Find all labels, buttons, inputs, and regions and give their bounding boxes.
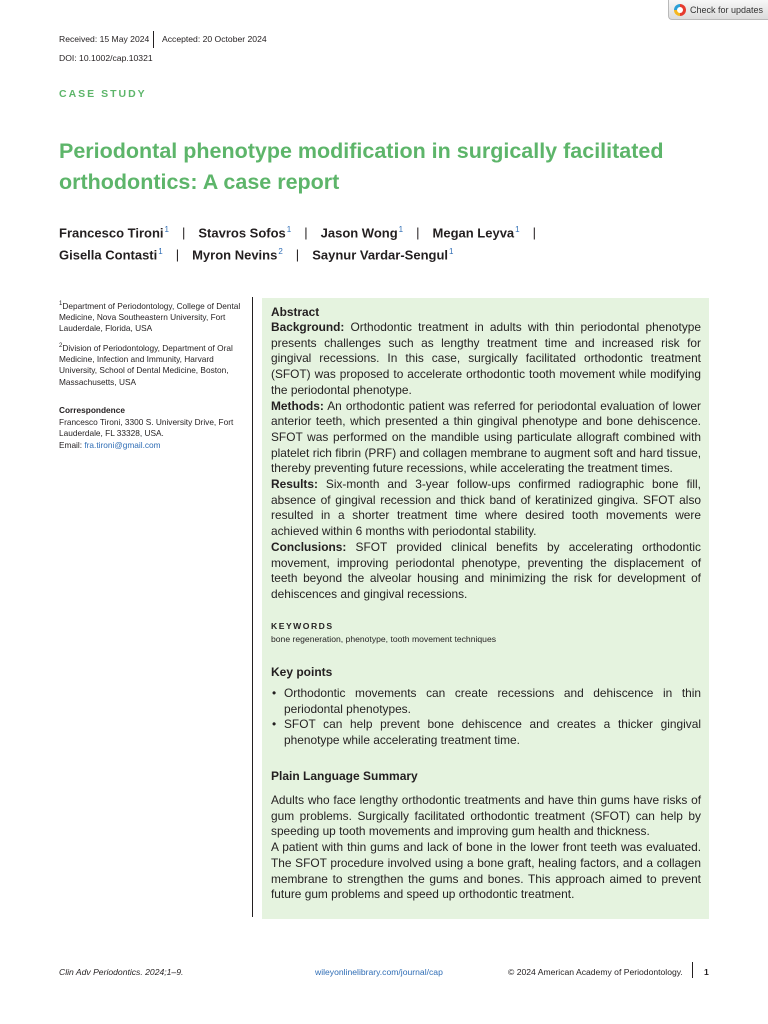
plain-summary-paragraph: Adults who face lengthy orthodontic treatments and have thin gums have risks of gum problems. Surgically facilitated orthodontic treatment (SFOT) can help by speeding up tooth movements and improving gum health and thickness. <box>271 793 701 839</box>
column-divider <box>252 297 253 917</box>
abstract-conclusions: Conclusions: SFOT provided clinical benefits by accelerating orthodontic movement, improving periodontal phenotype, preventing the displacement of teeth beyond the alveolar housing and minimizing the risk for development of dehiscences and gingival recessions. <box>271 539 701 601</box>
correspondence-address: Francesco Tironi, 3300 S. University Drive, Fort Lauderdale, FL 33328, USA. <box>59 417 234 439</box>
footer-separator <box>692 962 693 978</box>
author-separator: | <box>181 225 186 241</box>
check-for-updates-label: Check for updates <box>690 4 764 15</box>
footer-copyright: © 2024 American Academy of Periodontology. <box>508 967 683 977</box>
abstract-methods: Methods: An orthodontic patient was referred for periodontal evaluation of lower anterior teeth, which presented a thin gingival phenotype and bone dehiscence. SFOT was performed on the mandible using particulate allograft combined with platelet rich fibrin (PRF) and collagen membrane to augment soft and hard tissue, thereby preventing future recessions, while accelerating the treatment times. <box>271 398 701 476</box>
keywords-list: bone regeneration, phenotype, tooth movement techniques <box>271 634 497 644</box>
author-separator: | <box>532 225 537 241</box>
accepted-date: Accepted: 20 October 2024 <box>162 34 267 44</box>
author-separator: | <box>175 247 180 263</box>
key-points-list <box>271 686 701 749</box>
author-separator: | <box>416 225 420 241</box>
footer-citation: Clin Adv Periodontics. 2024;1–9. <box>59 967 184 977</box>
author[interactable]: Saynur Vardar-Sengul$^1$ <box>312 247 454 263</box>
key-point-item: • Orthodontic movements can create recessions and dehiscence in thin periodontal phenotypes. <box>271 686 701 717</box>
page-number: 1 <box>704 967 709 977</box>
author-line-1 <box>59 225 549 240</box>
author[interactable]: Francesco Tironi$^1$ <box>59 225 169 241</box>
section-label: CASE STUDY <box>59 88 147 100</box>
key-point-item: • SFOT can help prevent bone dehiscence and creates a thicker gingival phenotype while accelerating treatment time. <box>271 717 701 748</box>
affiliation: $^2$Division of Periodontology, Department of Oral Medicine, Infection and Immunity, Harvard University, School of Dental Medicine, Boston, Massachusetts, USA <box>59 342 233 387</box>
email-link[interactable]: fra.tironi@gmail.com <box>84 439 161 450</box>
crossmark-icon <box>674 4 686 16</box>
article-title: Periodontal phenotype modification in surgically facilitated orthodontics: A case report <box>59 139 664 194</box>
author[interactable]: Jason Wong$^1$ <box>320 225 404 241</box>
abstract-results: Results: Six-month and 3-year follow-ups confirmed radiographic bone fill, absence of gingival recession and thick band of keratinized gingiva. SFOT also resulted in a shorter treatment time where desired tooth movements were achieved within 6 months with periodontal stability. <box>271 477 701 539</box>
doi[interactable]: DOI: 10.1002/cap.10321 <box>59 53 153 63</box>
abstract-body <box>271 320 701 603</box>
footer-journal-link[interactable]: wileyonlinelibrary.com/journal/cap <box>315 967 443 977</box>
author-line-2 <box>59 247 453 262</box>
check-for-updates-button[interactable] <box>668 0 768 20</box>
affiliation: $^1$Department of Periodontology, College of Dental Medicine, Nova Southeastern University, Fort Lauderdale, Florida, USA <box>59 300 241 334</box>
received-date: Received: 15 May 2024 <box>59 34 150 44</box>
plain-summary-paragraph: A patient with thin gums and lack of bone in the lower front teeth was evaluated. The SFOT procedure involved using a bone graft, healing factors, and a collagen membrane to strengthen the gums and bones. This approach aimed to prevent future gum problems and speed up orthodontic treatment. <box>271 840 701 902</box>
author[interactable]: Stavros Sofos$^1$ <box>198 225 292 241</box>
author[interactable]: Myron Nevins$^2$ <box>192 247 283 263</box>
abstract-panel <box>262 298 709 919</box>
header-separator <box>153 31 154 48</box>
author[interactable]: Megan Leyva$^1$ <box>432 225 520 241</box>
key-points-heading: Key points <box>271 665 333 679</box>
author[interactable]: Gisella Contasti$^1$ <box>59 247 163 263</box>
abstract-background: Background: Orthodontic treatment in adults with thin periodontal phenotype presents challenges such as lengthy treatment time and increased risk for gingival recessions. In this case, surgically facilitated orthodontic treatment (SFOT) was proposed to accelerate orthodontic tooth movement while modifying the periodontal phenotype. <box>271 320 701 397</box>
abstract-heading: Abstract <box>271 305 320 319</box>
keywords-heading: KEYWORDS <box>271 621 334 631</box>
plain-summary-heading: Plain Language Summary <box>271 769 418 783</box>
correspondence-heading: Correspondence <box>59 405 125 415</box>
correspondence-details <box>59 417 244 451</box>
plain-summary-body <box>271 793 701 903</box>
email-label: Email: <box>59 439 85 450</box>
author-separator: | <box>295 247 300 263</box>
author-separator: | <box>304 225 308 241</box>
